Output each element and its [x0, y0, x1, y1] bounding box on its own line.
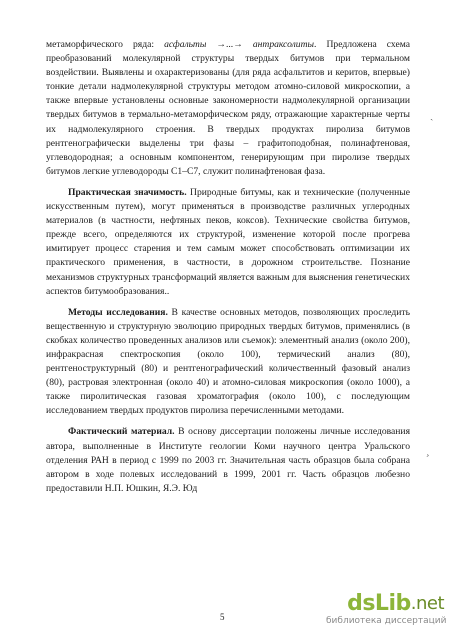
logo-lib: Lib — [374, 590, 411, 616]
dslib-watermark[interactable] — [326, 588, 447, 632]
paragraph-methods — [46, 306, 410, 419]
margin-mark: ¸ — [426, 446, 430, 457]
logo-net: .net — [410, 592, 444, 614]
series-from: асфальты — [164, 39, 207, 50]
novelty-rest: . Предложена схема преобразований молекулярной структуры твердых битумов при термальном воздействии. Выявлены и охарактеризованы (для ряда асфальтитов и керитов, впервые) тонкие детали надмолекулярной структуры методом атомно-силовой микроскопии, а также впервые установлены основные закономерности надмолекулярной организации твердых битумов в термально-метаморфическом ряду, отражающие характерные черты их надмолекулярного строения. В твердых продуктах пиролиза битумов рентгенографически выделены три фазы – графитоподобная, полинафтеновая, углеводородная; а основным компонентом, генерирующим при пиролизе твердых битумов легкие углеводороды С1–С7, служит полинафтеновая фаза. — [46, 39, 410, 177]
page-number: 5 — [220, 612, 225, 622]
watermark-tagline: библиотека диссертаций — [326, 616, 447, 626]
paragraph-novelty-continued — [46, 38, 410, 179]
dslib-logo — [326, 588, 444, 618]
paragraph-practical-significance — [46, 186, 410, 299]
body-text — [46, 38, 410, 496]
methods-heading: Методы исследования. — [68, 306, 168, 318]
novelty-start: метаморфического ряда: — [46, 39, 165, 50]
paragraph-factual-material — [46, 425, 410, 495]
methods-body: В качестве основных методов, позволяющих проследить вещественную и структурную эволюцию природных твердых битумов, применялись (в скобках количество проведенных анализов или съемок): элементный анализ (около 200), инфракрасная спектроскопия (около 100), термический анализ (80), рентгеноструктурный (80) и рентгенографический количественный фазовый анализ (80), растровая электронная (около 40) и атомно-силовая микроскопия (около 1000), а также пиролитическая газовая хроматография (около 100), с последующим исследованием твердых продуктов пиролиза перечисленными методами. — [46, 306, 410, 417]
factual-heading: Фактический материал. — [68, 426, 175, 438]
practical-body: Природные битумы, как и технические (полученные искусственным путем), могут применяться в производстве различных углеродных материалов (в частности, нефтяных пеков, коксов). Технические свойства битумов, прежде всего, определяются их структурой, изменение которой после прогрева имитирует процесс старения и тем самым может способствовать оптимизации их практического применения, в частности, в дорожном строительстве. Познание механизмов структурных трансформаций является важным для выяснения генетических аспектов битумообразования.. — [46, 186, 410, 297]
margin-mark: ˎ — [430, 110, 434, 121]
series-to: антраксолиты — [252, 39, 315, 50]
logo-ds: ds — [347, 590, 375, 616]
factual-body: В основу диссертации положены личные исследования автора, выполненные в Институте геологии Коми научного центра Уральского отделения РАН в период с 1999 по 2003 гг. Значительная часть образцов была собрана автором в ходе полевых исследований в 1999, 2001 гг. Часть образцов любезно предоставили Н.П. Юшкин, Я.Э. Юд — [46, 426, 410, 494]
series-arrow: →...→ — [206, 39, 253, 50]
practical-heading: Практическая значимость. — [68, 186, 187, 198]
